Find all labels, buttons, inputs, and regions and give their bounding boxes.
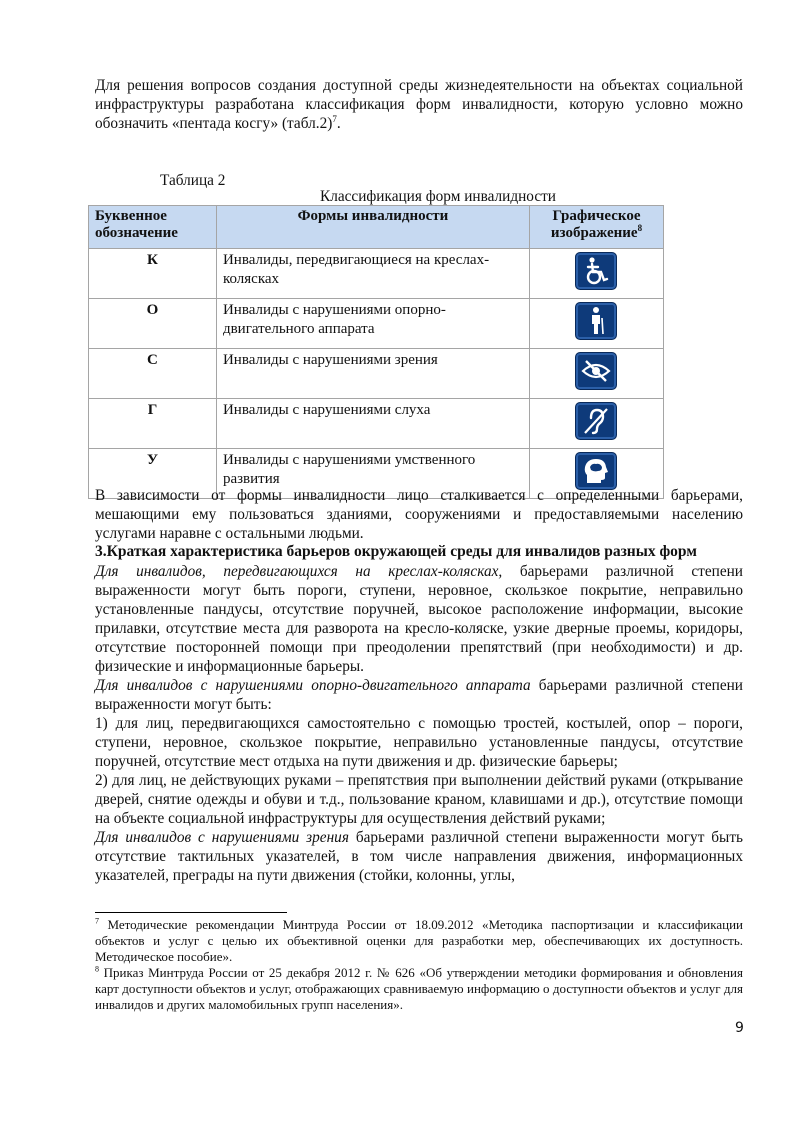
table-header-row bbox=[89, 206, 664, 249]
footnote-ref-8[interactable]: 8 bbox=[637, 223, 643, 233]
row-form: Инвалиды, передвигающиеся на креслах-колясках bbox=[216, 249, 529, 299]
crossed-ear-icon bbox=[575, 402, 617, 440]
person-with-cane-icon bbox=[575, 302, 617, 340]
footnote-number: 7 bbox=[95, 916, 99, 926]
header-image bbox=[529, 206, 663, 249]
row-letter: С bbox=[89, 349, 217, 399]
row-icon-cell bbox=[529, 349, 663, 399]
footnote-text: Приказ Минтруда России от 25 декабря 2012 г. № 626 «Об утверждении методики формирования и обновления карт доступности объектов и услуг, отображающих сравниваемую информацию о доступности объектов и услуг для инвалидов и других маломобильных групп населения». bbox=[95, 965, 743, 1012]
table-row bbox=[89, 299, 664, 349]
paragraph-lead: Для инвалидов с нарушениями зрения bbox=[95, 829, 349, 846]
section-heading: 3.Краткая характеристика барьеров окружающей среды для инвалидов разных форм bbox=[95, 543, 697, 560]
row-form: Инвалиды с нарушениями опорно-двигательного аппарата bbox=[216, 299, 529, 349]
row-form: Инвалиды с нарушениями зрения bbox=[216, 349, 529, 399]
header-forms: Формы инвалидности bbox=[216, 206, 529, 249]
table-number: Таблица 2 bbox=[160, 172, 226, 189]
paragraph-lead: Для инвалидов с нарушениями опорно-двигательного аппарата bbox=[95, 677, 531, 694]
footnote-text: Методические рекомендации Минтруда России от 18.09.2012 «Методика паспортизации и классификации объектов и услуг с целью их объективной оценки для разработки мер, обеспечивающих их доступность. Методическое пособие». bbox=[95, 917, 743, 964]
table-title: Классификация форм инвалидности bbox=[320, 188, 556, 205]
paragraph-item-1: 1) для лиц, передвигающихся самостоятельно с помощью тростей, костылей, опор – пороги, ступени, неровное, скользкое покрытие, неправильно установленные пандусы, отсутствие поручней, отсутствие мест отдыха на пути движения и др. физические барьеры; bbox=[95, 715, 743, 770]
paragraph-lead: Для инвалидов, передвигающихся на креслах-колясках, bbox=[95, 563, 503, 580]
row-letter: У bbox=[89, 449, 217, 499]
paragraph-musculoskeletal bbox=[95, 676, 743, 714]
header-image-label: Графическое изображение bbox=[550, 208, 641, 241]
row-letter: Г bbox=[89, 399, 217, 449]
row-form: Инвалиды с нарушениями слуха bbox=[216, 399, 529, 449]
page-number: 9 bbox=[735, 1020, 744, 1036]
footnote-8 bbox=[95, 965, 743, 1013]
disability-classification-table bbox=[88, 205, 664, 499]
row-letter: О bbox=[89, 299, 217, 349]
intro-text: Для решения вопросов создания доступной среды жизнедеятельности на объектах социальной инфраструктуры разработана классификация форм инвалидности, которую условно можно обозначить «пентада косгу» (табл.2) bbox=[95, 77, 743, 132]
row-icon-cell bbox=[529, 299, 663, 349]
table-row bbox=[89, 249, 664, 299]
wheelchair-icon bbox=[575, 252, 617, 290]
table-row bbox=[89, 349, 664, 399]
section-body bbox=[95, 562, 743, 885]
footnote-ref-7[interactable]: 7 bbox=[332, 113, 337, 124]
head-brain-icon bbox=[575, 452, 617, 490]
footnote-7 bbox=[95, 917, 743, 965]
intro-end: . bbox=[336, 115, 341, 132]
paragraph-vision bbox=[95, 828, 743, 885]
footnote-number: 8 bbox=[95, 964, 99, 974]
paragraph-item-2: 2) для лиц, не действующих руками – препятствия при выполнении действий руками (открывание дверей, снятие одежды и обуви и т.д., пользование краном, клавишами и др.), отсутствие помощи на объекте социальной инфраструктуры для осуществления действий руками; bbox=[95, 772, 743, 827]
paragraph-text: барьерами различной степени выраженности могут быть: bbox=[95, 677, 743, 713]
row-form: Инвалиды с нарушениями умственного развития bbox=[216, 449, 529, 499]
row-letter: К bbox=[89, 249, 217, 299]
crossed-eye-icon bbox=[575, 352, 617, 390]
row-icon-cell bbox=[529, 249, 663, 299]
paragraph-text: барьерами различной степени выраженности могут быть пороги, ступени, неровное, скользкое покрытие, неправильно установленные пандусы, отсутствие поручней, высокое расположение информации, высокие прилавки, отсутствие места для разворота на кресло-коляске, узкие дверные проемы, коридоры, отсутствие посторонней помощи при преодолении препятствий (при необходимости) и др. физические и информационные барьеры. bbox=[95, 563, 743, 675]
paragraph-wheelchair bbox=[95, 562, 743, 676]
intro-paragraph bbox=[95, 76, 743, 133]
footnote-separator bbox=[95, 912, 287, 913]
header-letter: Буквенное обозначение bbox=[89, 206, 217, 249]
paragraph-text: барьерами различной степени выраженности могут быть отсутствие тактильных указателей, в том числе направления движения, информационных указателей, преграды на пути движения (стойки, колонны, углы, bbox=[95, 829, 743, 884]
dependence-paragraph: В зависимости от формы инвалидности лицо сталкивается с определенными барьерами, мешающими ему пользоваться зданиями, сооружениями и предоставляемыми населению услугами наравне с остальными людьми. bbox=[95, 487, 743, 542]
row-icon-cell bbox=[529, 399, 663, 449]
footnotes bbox=[95, 917, 743, 1013]
table-row bbox=[89, 399, 664, 449]
